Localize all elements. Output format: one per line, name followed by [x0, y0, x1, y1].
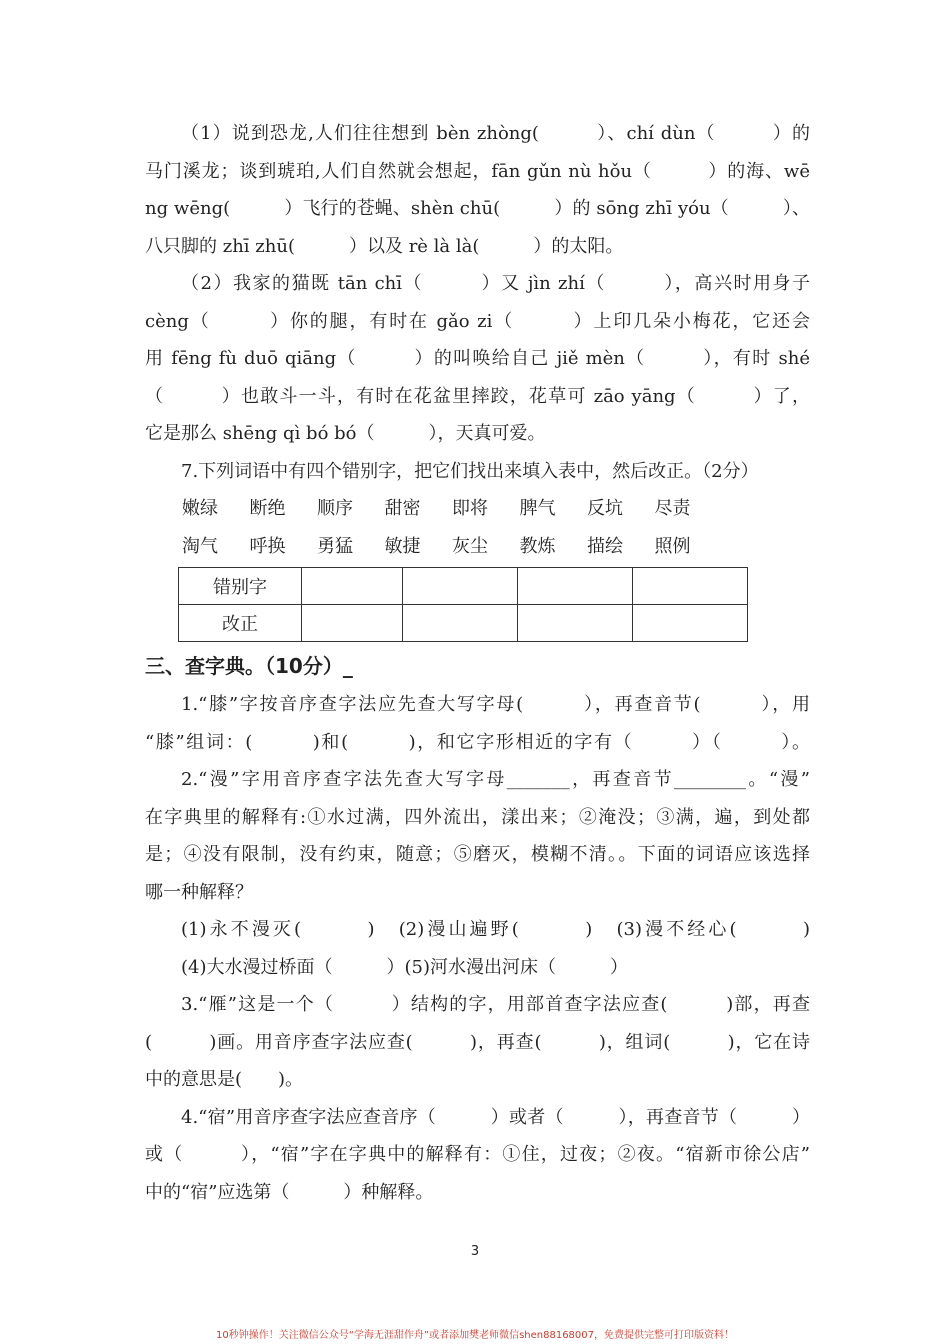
q4-line: 中的“宿”应选第（ ）种解释。 [145, 1181, 434, 1203]
table-row [179, 568, 748, 605]
word: 敏捷 [384, 535, 421, 557]
q2-line: 哪一种解释？ [145, 881, 253, 903]
answer-cell[interactable] [403, 568, 518, 605]
q2-line: 2.“漫”字用音序查字法先查大写字母_______，再查音节________。“漫” [181, 769, 810, 790]
table-label-correct: 改正 [179, 605, 302, 642]
section-heading: 三、查字典。（10分）_ [145, 654, 353, 678]
q7-title: 7.下列词语中有四个错别字，把它们找出来填入表中，然后改正。（2分） [181, 460, 759, 482]
footer-notice: 10秒钟操作！关注微信公众号“学海无涯甜作舟”或者添加樊老师微信shen88168007，免费提供完整可打印版资料！ [215, 1330, 735, 1341]
word: 呼换 [249, 535, 286, 557]
word: 甜密 [384, 498, 421, 519]
answer-cell[interactable] [403, 605, 518, 642]
word: 照例 [654, 535, 691, 557]
answer-cell[interactable] [302, 605, 403, 642]
word: 反坑 [587, 498, 623, 519]
word: 教炼 [519, 535, 556, 557]
para2-line: 它是那么 shēng qì bó bó（ ），天真可爱。 [145, 423, 546, 444]
word: 描绘 [587, 535, 623, 557]
word: 尽责 [654, 498, 691, 519]
word: 淘气 [182, 535, 218, 557]
q3-line: 3.“雁”这是一个（ ）结构的字，用部首查字法应查( )部，再查 [181, 994, 810, 1015]
q2-line: 是；④没有限制，没有约束，随意；⑤磨灭，模糊不清。。下面的词语应该选择 [145, 844, 810, 865]
para1-line: （1）说到恐龙,人们往往想到 bèn zhòng( ）、chí dùn（ ）的 [181, 123, 810, 144]
word: 脾气 [519, 498, 556, 519]
q7-word-row-2 [145, 528, 810, 566]
word: 勇猛 [317, 535, 353, 557]
correction-table [178, 567, 748, 642]
answer-cell[interactable] [518, 568, 633, 605]
para1-line: 马门溪龙；谈到琥珀,人们自然就会想起，fān gǔn nù hǒu（ ）的海、wē [145, 160, 810, 182]
answer-cell[interactable] [633, 568, 748, 605]
word: 即将 [452, 498, 488, 519]
answer-cell[interactable] [302, 568, 403, 605]
word: 顺序 [317, 498, 353, 519]
answer-cell[interactable] [518, 605, 633, 642]
page-number: 3 [470, 1244, 480, 1259]
para2-line: 用 fēng fù duō qiāng（ ）的叫唤给自己 jiě mèn（ ），有时 shé [145, 348, 810, 369]
q2-item-line: (4)大水漫过桥面（ ）(5)河水漫出河床（ ） [181, 956, 628, 978]
q3-line: ( )画。用音序查字法应查( )，再查( )，组词( )，它在诗 [145, 1031, 810, 1053]
table-row [179, 605, 748, 642]
table-label-wrong: 错别字 [179, 568, 302, 605]
q1-line: 1.“膝”字按音序查字法应先查大写字母( ），再查音节( ），用 [181, 694, 810, 715]
q1-line: “膝”组词：( )和( )，和它字形相近的字有（ ）（ ）。 [145, 731, 810, 753]
para1-line: 八只脚的 zhī zhū( ）以及 rè là là( ）的太阳。 [145, 235, 624, 257]
q2-line: 在字典里的解释有:①水过满，四外流出，漾出来；②淹没；③满，遍，到处都 [145, 806, 810, 828]
para1-line: ng wēng( ）飞行的苍蝇、shèn chū( ）的 sōng zhī yóu（ ）、 [145, 198, 810, 219]
q4-line: 或（ ），“宿”字在字典中的解释有：①住，过夜；②夜。“宿新市徐公店” [145, 1144, 810, 1165]
q7-word-row-1 [145, 490, 810, 528]
q2-item-line: (1)永不漫灭( ) (2)漫山遍野( ) (3)漫不经心( ) [181, 919, 810, 940]
word: 灰尘 [452, 535, 488, 557]
para2-line: （2）我家的猫既 tān chī（ ）又 jìn zhí（ ），高兴时用身子 [181, 273, 810, 294]
q3-line: 中的意思是( )。 [145, 1069, 304, 1090]
word: 嫩绿 [182, 498, 218, 519]
q4-line: 4.“宿”用音序查字法应查音序（ ）或者（ ），再查音节（ ） [181, 1106, 810, 1128]
word: 断绝 [249, 498, 286, 519]
para2-line: cèng（ ）你的腿，有时在 gǎo zi（ ）上印几朵小梅花，它还会 [145, 310, 810, 332]
answer-cell[interactable] [633, 605, 748, 642]
worksheet-body [145, 115, 810, 1211]
para2-line: （ ）也敢斗一斗，有时在花盆里摔跤，花草可 zāo yāng（ ）了， [145, 385, 810, 407]
